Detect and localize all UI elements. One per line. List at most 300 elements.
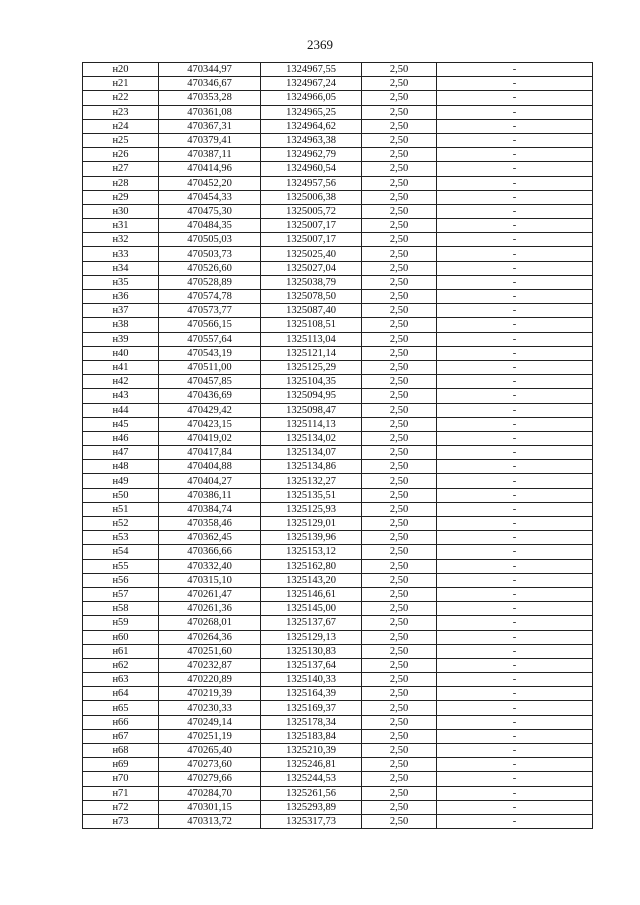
method-cell: - bbox=[437, 304, 593, 318]
point-id-cell: н69 bbox=[83, 758, 159, 772]
y-coordinate-cell: 1325114,13 bbox=[261, 417, 362, 431]
x-coordinate-cell: 470346,67 bbox=[159, 77, 261, 91]
x-coordinate-cell: 470404,88 bbox=[159, 460, 261, 474]
method-cell: - bbox=[437, 616, 593, 630]
method-cell: - bbox=[437, 332, 593, 346]
y-coordinate-cell: 1325317,73 bbox=[261, 814, 362, 828]
table-row bbox=[83, 431, 593, 445]
accuracy-cell: 2,50 bbox=[362, 190, 437, 204]
method-cell: - bbox=[437, 446, 593, 460]
accuracy-cell: 2,50 bbox=[362, 744, 437, 758]
x-coordinate-cell: 470419,02 bbox=[159, 431, 261, 445]
table-row bbox=[83, 148, 593, 162]
method-cell: - bbox=[437, 417, 593, 431]
method-cell: - bbox=[437, 105, 593, 119]
point-id-cell: н39 bbox=[83, 332, 159, 346]
point-id-cell: н63 bbox=[83, 673, 159, 687]
y-coordinate-cell: 1325027,04 bbox=[261, 261, 362, 275]
x-coordinate-cell: 470301,15 bbox=[159, 800, 261, 814]
y-coordinate-cell: 1324962,79 bbox=[261, 148, 362, 162]
x-coordinate-cell: 470366,66 bbox=[159, 545, 261, 559]
y-coordinate-cell: 1325139,96 bbox=[261, 531, 362, 545]
accuracy-cell: 2,50 bbox=[362, 290, 437, 304]
accuracy-cell: 2,50 bbox=[362, 587, 437, 601]
table-row bbox=[83, 219, 593, 233]
table-row bbox=[83, 786, 593, 800]
x-coordinate-cell: 470332,40 bbox=[159, 559, 261, 573]
point-id-cell: н35 bbox=[83, 275, 159, 289]
point-id-cell: н57 bbox=[83, 587, 159, 601]
x-coordinate-cell: 470358,46 bbox=[159, 517, 261, 531]
accuracy-cell: 2,50 bbox=[362, 786, 437, 800]
accuracy-cell: 2,50 bbox=[362, 247, 437, 261]
table-row bbox=[83, 176, 593, 190]
table-row bbox=[83, 630, 593, 644]
accuracy-cell: 2,50 bbox=[362, 474, 437, 488]
method-cell: - bbox=[437, 545, 593, 559]
x-coordinate-cell: 470315,10 bbox=[159, 573, 261, 587]
method-cell: - bbox=[437, 630, 593, 644]
point-id-cell: н45 bbox=[83, 417, 159, 431]
x-coordinate-cell: 470361,08 bbox=[159, 105, 261, 119]
x-coordinate-cell: 470505,03 bbox=[159, 233, 261, 247]
table-row bbox=[83, 658, 593, 672]
method-cell: - bbox=[437, 233, 593, 247]
accuracy-cell: 2,50 bbox=[362, 630, 437, 644]
method-cell: - bbox=[437, 502, 593, 516]
accuracy-cell: 2,50 bbox=[362, 403, 437, 417]
y-coordinate-cell: 1325113,04 bbox=[261, 332, 362, 346]
method-cell: - bbox=[437, 247, 593, 261]
method-cell: - bbox=[437, 148, 593, 162]
x-coordinate-cell: 470452,20 bbox=[159, 176, 261, 190]
table-row bbox=[83, 800, 593, 814]
point-id-cell: н71 bbox=[83, 786, 159, 800]
point-id-cell: н59 bbox=[83, 616, 159, 630]
y-coordinate-cell: 1325140,33 bbox=[261, 673, 362, 687]
point-id-cell: н29 bbox=[83, 190, 159, 204]
point-id-cell: н33 bbox=[83, 247, 159, 261]
x-coordinate-cell: 470557,64 bbox=[159, 332, 261, 346]
point-id-cell: н34 bbox=[83, 261, 159, 275]
point-id-cell: н73 bbox=[83, 814, 159, 828]
method-cell: - bbox=[437, 318, 593, 332]
x-coordinate-cell: 470379,41 bbox=[159, 133, 261, 147]
x-coordinate-cell: 470528,89 bbox=[159, 275, 261, 289]
accuracy-cell: 2,50 bbox=[362, 800, 437, 814]
table-row bbox=[83, 261, 593, 275]
accuracy-cell: 2,50 bbox=[362, 375, 437, 389]
point-id-cell: н21 bbox=[83, 77, 159, 91]
accuracy-cell: 2,50 bbox=[362, 417, 437, 431]
method-cell: - bbox=[437, 290, 593, 304]
y-coordinate-cell: 1324960,54 bbox=[261, 162, 362, 176]
table-row bbox=[83, 573, 593, 587]
y-coordinate-cell: 1324967,24 bbox=[261, 77, 362, 91]
table-row bbox=[83, 133, 593, 147]
method-cell: - bbox=[437, 758, 593, 772]
method-cell: - bbox=[437, 204, 593, 218]
point-id-cell: н30 bbox=[83, 204, 159, 218]
y-coordinate-cell: 1324965,25 bbox=[261, 105, 362, 119]
table-row bbox=[83, 91, 593, 105]
y-coordinate-cell: 1325135,51 bbox=[261, 488, 362, 502]
table-row bbox=[83, 587, 593, 601]
y-coordinate-cell: 1325078,50 bbox=[261, 290, 362, 304]
method-cell: - bbox=[437, 715, 593, 729]
point-id-cell: н60 bbox=[83, 630, 159, 644]
accuracy-cell: 2,50 bbox=[362, 772, 437, 786]
y-coordinate-cell: 1325143,20 bbox=[261, 573, 362, 587]
table-row bbox=[83, 375, 593, 389]
table-row bbox=[83, 119, 593, 133]
method-cell: - bbox=[437, 744, 593, 758]
method-cell: - bbox=[437, 190, 593, 204]
y-coordinate-cell: 1325007,17 bbox=[261, 233, 362, 247]
point-id-cell: н36 bbox=[83, 290, 159, 304]
x-coordinate-cell: 470475,30 bbox=[159, 204, 261, 218]
y-coordinate-cell: 1325146,61 bbox=[261, 587, 362, 601]
x-coordinate-cell: 470367,31 bbox=[159, 119, 261, 133]
method-cell: - bbox=[437, 403, 593, 417]
x-coordinate-cell: 470230,33 bbox=[159, 701, 261, 715]
point-id-cell: н25 bbox=[83, 133, 159, 147]
accuracy-cell: 2,50 bbox=[362, 219, 437, 233]
point-id-cell: н31 bbox=[83, 219, 159, 233]
table-row bbox=[83, 63, 593, 77]
point-id-cell: н68 bbox=[83, 744, 159, 758]
method-cell: - bbox=[437, 488, 593, 502]
y-coordinate-cell: 1325137,64 bbox=[261, 658, 362, 672]
y-coordinate-cell: 1324967,55 bbox=[261, 63, 362, 77]
table-row bbox=[83, 360, 593, 374]
x-coordinate-cell: 470387,11 bbox=[159, 148, 261, 162]
point-id-cell: н38 bbox=[83, 318, 159, 332]
x-coordinate-cell: 470344,97 bbox=[159, 63, 261, 77]
x-coordinate-cell: 470573,77 bbox=[159, 304, 261, 318]
x-coordinate-cell: 470454,33 bbox=[159, 190, 261, 204]
point-id-cell: н28 bbox=[83, 176, 159, 190]
table-row bbox=[83, 644, 593, 658]
accuracy-cell: 2,50 bbox=[362, 814, 437, 828]
x-coordinate-cell: 470249,14 bbox=[159, 715, 261, 729]
method-cell: - bbox=[437, 389, 593, 403]
table-row bbox=[83, 162, 593, 176]
y-coordinate-cell: 1324963,38 bbox=[261, 133, 362, 147]
x-coordinate-cell: 470436,69 bbox=[159, 389, 261, 403]
y-coordinate-cell: 1325134,02 bbox=[261, 431, 362, 445]
accuracy-cell: 2,50 bbox=[362, 644, 437, 658]
accuracy-cell: 2,50 bbox=[362, 332, 437, 346]
accuracy-cell: 2,50 bbox=[362, 687, 437, 701]
table-row bbox=[83, 545, 593, 559]
method-cell: - bbox=[437, 360, 593, 374]
x-coordinate-cell: 470526,60 bbox=[159, 261, 261, 275]
y-coordinate-cell: 1325038,79 bbox=[261, 275, 362, 289]
point-id-cell: н44 bbox=[83, 403, 159, 417]
method-cell: - bbox=[437, 800, 593, 814]
x-coordinate-cell: 470574,78 bbox=[159, 290, 261, 304]
x-coordinate-cell: 470219,39 bbox=[159, 687, 261, 701]
point-id-cell: н64 bbox=[83, 687, 159, 701]
point-id-cell: н53 bbox=[83, 531, 159, 545]
table-row bbox=[83, 531, 593, 545]
accuracy-cell: 2,50 bbox=[362, 77, 437, 91]
point-id-cell: н48 bbox=[83, 460, 159, 474]
y-coordinate-cell: 1325104,35 bbox=[261, 375, 362, 389]
table-row bbox=[83, 77, 593, 91]
accuracy-cell: 2,50 bbox=[362, 162, 437, 176]
method-cell: - bbox=[437, 573, 593, 587]
method-cell: - bbox=[437, 786, 593, 800]
accuracy-cell: 2,50 bbox=[362, 531, 437, 545]
y-coordinate-cell: 1325087,40 bbox=[261, 304, 362, 318]
x-coordinate-cell: 470261,36 bbox=[159, 602, 261, 616]
method-cell: - bbox=[437, 602, 593, 616]
y-coordinate-cell: 1325246,81 bbox=[261, 758, 362, 772]
x-coordinate-cell: 470273,60 bbox=[159, 758, 261, 772]
x-coordinate-cell: 470362,45 bbox=[159, 531, 261, 545]
point-id-cell: н22 bbox=[83, 91, 159, 105]
x-coordinate-cell: 470511,00 bbox=[159, 360, 261, 374]
point-id-cell: н42 bbox=[83, 375, 159, 389]
method-cell: - bbox=[437, 460, 593, 474]
x-coordinate-cell: 470404,27 bbox=[159, 474, 261, 488]
y-coordinate-cell: 1325244,53 bbox=[261, 772, 362, 786]
point-id-cell: н26 bbox=[83, 148, 159, 162]
method-cell: - bbox=[437, 587, 593, 601]
accuracy-cell: 2,50 bbox=[362, 204, 437, 218]
x-coordinate-cell: 470220,89 bbox=[159, 673, 261, 687]
method-cell: - bbox=[437, 772, 593, 786]
y-coordinate-cell: 1325125,93 bbox=[261, 502, 362, 516]
table-row bbox=[83, 275, 593, 289]
method-cell: - bbox=[437, 687, 593, 701]
table-row bbox=[83, 474, 593, 488]
x-coordinate-cell: 470503,73 bbox=[159, 247, 261, 261]
y-coordinate-cell: 1325153,12 bbox=[261, 545, 362, 559]
y-coordinate-cell: 1325129,01 bbox=[261, 517, 362, 531]
accuracy-cell: 2,50 bbox=[362, 729, 437, 743]
method-cell: - bbox=[437, 176, 593, 190]
table-row bbox=[83, 318, 593, 332]
x-coordinate-cell: 470423,15 bbox=[159, 417, 261, 431]
method-cell: - bbox=[437, 729, 593, 743]
table-row bbox=[83, 673, 593, 687]
accuracy-cell: 2,50 bbox=[362, 673, 437, 687]
y-coordinate-cell: 1325006,38 bbox=[261, 190, 362, 204]
point-id-cell: н23 bbox=[83, 105, 159, 119]
accuracy-cell: 2,50 bbox=[362, 91, 437, 105]
table-row bbox=[83, 602, 593, 616]
accuracy-cell: 2,50 bbox=[362, 148, 437, 162]
x-coordinate-cell: 470484,35 bbox=[159, 219, 261, 233]
accuracy-cell: 2,50 bbox=[362, 63, 437, 77]
method-cell: - bbox=[437, 133, 593, 147]
x-coordinate-cell: 470566,15 bbox=[159, 318, 261, 332]
y-coordinate-cell: 1325132,27 bbox=[261, 474, 362, 488]
y-coordinate-cell: 1325137,67 bbox=[261, 616, 362, 630]
table-row bbox=[83, 446, 593, 460]
y-coordinate-cell: 1325125,29 bbox=[261, 360, 362, 374]
method-cell: - bbox=[437, 275, 593, 289]
y-coordinate-cell: 1324966,05 bbox=[261, 91, 362, 105]
y-coordinate-cell: 1325178,34 bbox=[261, 715, 362, 729]
y-coordinate-cell: 1325025,40 bbox=[261, 247, 362, 261]
accuracy-cell: 2,50 bbox=[362, 318, 437, 332]
y-coordinate-cell: 1325007,17 bbox=[261, 219, 362, 233]
y-coordinate-cell: 1325098,47 bbox=[261, 403, 362, 417]
page-number: 2369 bbox=[307, 37, 333, 52]
x-coordinate-cell: 470417,84 bbox=[159, 446, 261, 460]
point-id-cell: н24 bbox=[83, 119, 159, 133]
table-row bbox=[83, 190, 593, 204]
y-coordinate-cell: 1325162,80 bbox=[261, 559, 362, 573]
point-id-cell: н55 bbox=[83, 559, 159, 573]
y-coordinate-cell: 1324957,56 bbox=[261, 176, 362, 190]
method-cell: - bbox=[437, 658, 593, 672]
point-id-cell: н65 bbox=[83, 701, 159, 715]
method-cell: - bbox=[437, 531, 593, 545]
x-coordinate-cell: 470414,96 bbox=[159, 162, 261, 176]
accuracy-cell: 2,50 bbox=[362, 261, 437, 275]
accuracy-cell: 2,50 bbox=[362, 275, 437, 289]
accuracy-cell: 2,50 bbox=[362, 105, 437, 119]
accuracy-cell: 2,50 bbox=[362, 346, 437, 360]
table-row bbox=[83, 389, 593, 403]
point-id-cell: н52 bbox=[83, 517, 159, 531]
x-coordinate-cell: 470264,36 bbox=[159, 630, 261, 644]
y-coordinate-cell: 1325134,86 bbox=[261, 460, 362, 474]
accuracy-cell: 2,50 bbox=[362, 488, 437, 502]
accuracy-cell: 2,50 bbox=[362, 616, 437, 630]
x-coordinate-cell: 470251,60 bbox=[159, 644, 261, 658]
method-cell: - bbox=[437, 261, 593, 275]
point-id-cell: н47 bbox=[83, 446, 159, 460]
table-row bbox=[83, 502, 593, 516]
accuracy-cell: 2,50 bbox=[362, 133, 437, 147]
point-id-cell: н32 bbox=[83, 233, 159, 247]
point-id-cell: н66 bbox=[83, 715, 159, 729]
accuracy-cell: 2,50 bbox=[362, 502, 437, 516]
point-id-cell: н40 bbox=[83, 346, 159, 360]
accuracy-cell: 2,50 bbox=[362, 389, 437, 403]
point-id-cell: н67 bbox=[83, 729, 159, 743]
accuracy-cell: 2,50 bbox=[362, 119, 437, 133]
point-id-cell: н27 bbox=[83, 162, 159, 176]
x-coordinate-cell: 470429,42 bbox=[159, 403, 261, 417]
method-cell: - bbox=[437, 91, 593, 105]
table-row bbox=[83, 332, 593, 346]
point-id-cell: н41 bbox=[83, 360, 159, 374]
point-id-cell: н51 bbox=[83, 502, 159, 516]
point-id-cell: н20 bbox=[83, 63, 159, 77]
accuracy-cell: 2,50 bbox=[362, 233, 437, 247]
method-cell: - bbox=[437, 162, 593, 176]
table-row bbox=[83, 616, 593, 630]
accuracy-cell: 2,50 bbox=[362, 758, 437, 772]
x-coordinate-cell: 470265,40 bbox=[159, 744, 261, 758]
x-coordinate-cell: 470251,19 bbox=[159, 729, 261, 743]
x-coordinate-cell: 470384,74 bbox=[159, 502, 261, 516]
table-row bbox=[83, 814, 593, 828]
method-cell: - bbox=[437, 346, 593, 360]
y-coordinate-cell: 1324964,62 bbox=[261, 119, 362, 133]
table-row bbox=[83, 247, 593, 261]
method-cell: - bbox=[437, 814, 593, 828]
method-cell: - bbox=[437, 375, 593, 389]
table-row bbox=[83, 403, 593, 417]
table-row bbox=[83, 290, 593, 304]
y-coordinate-cell: 1325183,84 bbox=[261, 729, 362, 743]
accuracy-cell: 2,50 bbox=[362, 446, 437, 460]
y-coordinate-cell: 1325293,89 bbox=[261, 800, 362, 814]
point-id-cell: н37 bbox=[83, 304, 159, 318]
table-row bbox=[83, 687, 593, 701]
point-id-cell: н70 bbox=[83, 772, 159, 786]
method-cell: - bbox=[437, 63, 593, 77]
table-row bbox=[83, 346, 593, 360]
y-coordinate-cell: 1325169,37 bbox=[261, 701, 362, 715]
accuracy-cell: 2,50 bbox=[362, 545, 437, 559]
method-cell: - bbox=[437, 517, 593, 531]
method-cell: - bbox=[437, 431, 593, 445]
accuracy-cell: 2,50 bbox=[362, 573, 437, 587]
table-row bbox=[83, 744, 593, 758]
point-id-cell: н61 bbox=[83, 644, 159, 658]
y-coordinate-cell: 1325145,00 bbox=[261, 602, 362, 616]
x-coordinate-cell: 470284,70 bbox=[159, 786, 261, 800]
method-cell: - bbox=[437, 119, 593, 133]
accuracy-cell: 2,50 bbox=[362, 701, 437, 715]
table-row bbox=[83, 758, 593, 772]
coordinates-table-body bbox=[83, 63, 593, 829]
point-id-cell: н62 bbox=[83, 658, 159, 672]
accuracy-cell: 2,50 bbox=[362, 304, 437, 318]
method-cell: - bbox=[437, 701, 593, 715]
accuracy-cell: 2,50 bbox=[362, 517, 437, 531]
y-coordinate-cell: 1325261,56 bbox=[261, 786, 362, 800]
point-id-cell: н43 bbox=[83, 389, 159, 403]
accuracy-cell: 2,50 bbox=[362, 176, 437, 190]
point-id-cell: н46 bbox=[83, 431, 159, 445]
table-row bbox=[83, 105, 593, 119]
method-cell: - bbox=[437, 644, 593, 658]
table-row bbox=[83, 233, 593, 247]
method-cell: - bbox=[437, 77, 593, 91]
y-coordinate-cell: 1325005,72 bbox=[261, 204, 362, 218]
x-coordinate-cell: 470232,87 bbox=[159, 658, 261, 672]
accuracy-cell: 2,50 bbox=[362, 460, 437, 474]
y-coordinate-cell: 1325134,07 bbox=[261, 446, 362, 460]
accuracy-cell: 2,50 bbox=[362, 658, 437, 672]
method-cell: - bbox=[437, 559, 593, 573]
x-coordinate-cell: 470268,01 bbox=[159, 616, 261, 630]
table-row bbox=[83, 715, 593, 729]
y-coordinate-cell: 1325108,51 bbox=[261, 318, 362, 332]
x-coordinate-cell: 470353,28 bbox=[159, 91, 261, 105]
y-coordinate-cell: 1325129,13 bbox=[261, 630, 362, 644]
method-cell: - bbox=[437, 673, 593, 687]
table-row bbox=[83, 701, 593, 715]
accuracy-cell: 2,50 bbox=[362, 360, 437, 374]
method-cell: - bbox=[437, 219, 593, 233]
table-row bbox=[83, 417, 593, 431]
accuracy-cell: 2,50 bbox=[362, 431, 437, 445]
y-coordinate-cell: 1325210,39 bbox=[261, 744, 362, 758]
x-coordinate-cell: 470457,85 bbox=[159, 375, 261, 389]
accuracy-cell: 2,50 bbox=[362, 715, 437, 729]
